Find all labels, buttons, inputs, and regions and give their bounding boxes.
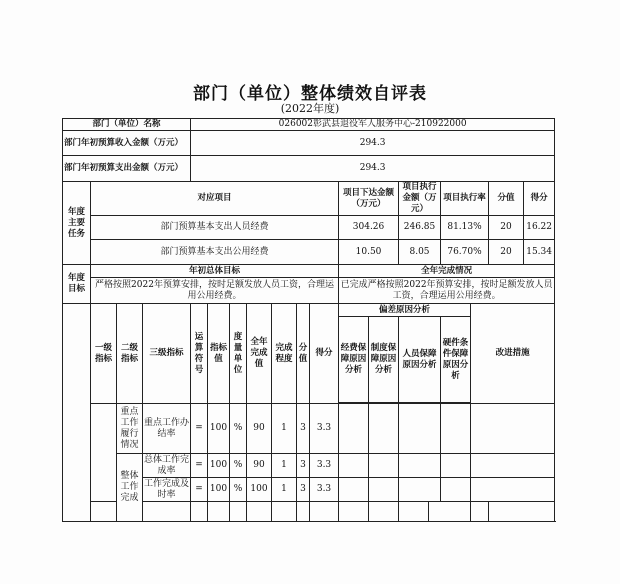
ind-header-score: 得分 <box>310 304 339 404</box>
ind-row-weight: 3 <box>297 454 310 478</box>
task-item: 部门预算基本支出人员经费 <box>91 216 339 240</box>
task-score-value: 20 <box>489 240 524 265</box>
ind-row-unit: % <box>230 478 247 502</box>
ind-header-weight: 分值 <box>297 304 310 404</box>
ind-header-improve: 改进措施 <box>471 304 555 404</box>
ind-header-dev2: 制度保障原因分析 <box>369 317 399 403</box>
ind-row-target: 100 <box>208 478 230 502</box>
task-executed: 246.85 <box>399 216 441 240</box>
task-score: 15.34 <box>524 240 555 265</box>
ind-row-actual: 100 <box>247 478 272 502</box>
ind-row-op: = <box>191 478 208 502</box>
performance-table <box>62 118 555 522</box>
ind-header-level3: 三级指标 <box>143 304 191 404</box>
expense-label: 部门年初预算支出金额（万元） <box>63 156 191 182</box>
ind-header-degree: 完成程度 <box>272 304 297 404</box>
ind-row-actual: 90 <box>247 404 272 454</box>
tasks-header-executed: 项目执行金额（万元） <box>399 182 441 216</box>
ind-row-name: 重点工作办结率 <box>143 404 191 454</box>
ind-row-target: 100 <box>208 404 230 454</box>
ind-row-score: 3.3 <box>310 454 339 478</box>
goals-final-header: 全年完成情况 <box>339 265 555 278</box>
page-subtitle: (2022年度) <box>280 102 340 115</box>
ind-header-dev3: 人员保障原因分析 <box>399 317 441 403</box>
ind-row-score: 3.3 <box>310 478 339 502</box>
ind-row-unit: % <box>230 404 247 454</box>
ind-header-level2: 二级指标 <box>117 304 143 404</box>
ind-header-deviation: 偏差原因分析 <box>339 304 471 317</box>
tasks-header-rate: 项目执行率 <box>441 182 489 216</box>
task-executed: 8.05 <box>399 240 441 265</box>
ind-row-degree: 1 <box>272 478 297 502</box>
ind-row-name: 总体工作完成率 <box>144 454 190 476</box>
task-rate: 76.70% <box>441 240 489 265</box>
goals-side-label: 年度目标 <box>63 265 91 304</box>
tasks-header-item: 对应项目 <box>91 182 339 216</box>
ind-header-level1: 一级指标 <box>91 304 117 404</box>
ind-row-weight: 3 <box>297 478 310 502</box>
task-budget: 304.26 <box>339 216 399 240</box>
goals-initial-text: 严格按照2022年预算安排，按时足额发放人员工资，合理运用公用经费。 <box>91 278 339 304</box>
ind-row-degree: 1 <box>272 454 297 478</box>
income-value: 294.3 <box>191 131 555 156</box>
ind-group-1: 重点工作履行情况 <box>117 404 143 454</box>
page-title: 部门（单位）整体绩效自评表 <box>193 84 427 104</box>
goals-initial-header: 年初总体目标 <box>91 265 339 278</box>
unit-name-value: 026002彰武县退役军人服务中心-210922000 <box>191 119 555 131</box>
ind-row-weight: 3 <box>297 404 310 454</box>
tasks-side-label: 年度主要任务 <box>63 182 91 265</box>
ind-row-degree: 1 <box>272 404 297 454</box>
tasks-header-budget: 项目下达金额（万元） <box>339 182 399 216</box>
task-score: 16.22 <box>524 216 555 240</box>
ind-row-op: = <box>191 404 208 454</box>
ind-header-target: 指标值 <box>208 304 230 404</box>
ind-row-name: 工作完成及时率 <box>144 478 190 500</box>
tasks-header-score-value: 分值 <box>489 182 524 216</box>
task-rate: 81.13% <box>441 216 489 240</box>
ind-row-score: 3.3 <box>310 404 339 454</box>
task-item: 部门预算基本支出公用经费 <box>91 240 339 265</box>
expense-value: 294.3 <box>191 156 555 182</box>
indicator-blank-cell <box>63 304 91 522</box>
goals-final-text: 已完成严格按照2022年预算安排，按时足额发放人员工资，合理运用公用经费。 <box>339 278 555 304</box>
ind-row-actual: 90 <box>247 454 272 478</box>
ind-header-actual: 全年完成值 <box>247 304 272 404</box>
task-budget: 10.50 <box>339 240 399 265</box>
ind-header-dev1: 经费保障原因分析 <box>339 317 369 403</box>
ind-header-unit: 度量单位 <box>230 304 247 404</box>
ind-row-unit: % <box>230 454 247 478</box>
task-score-value: 20 <box>489 216 524 240</box>
ind-level1-cell <box>91 404 117 502</box>
unit-name-label: 部门（单位）名称 <box>63 119 191 131</box>
ind-header-op: 运算符号 <box>191 304 208 404</box>
ind-row-op: = <box>191 454 208 478</box>
income-label: 部门年初预算收入金额（万元） <box>63 131 191 156</box>
tasks-header-score: 得分 <box>524 182 555 216</box>
ind-row-target: 100 <box>208 454 230 478</box>
ind-group-2: 整体工作完成 <box>117 454 143 522</box>
ind-header-dev4: 硬件条件保障原因分析 <box>441 317 471 403</box>
